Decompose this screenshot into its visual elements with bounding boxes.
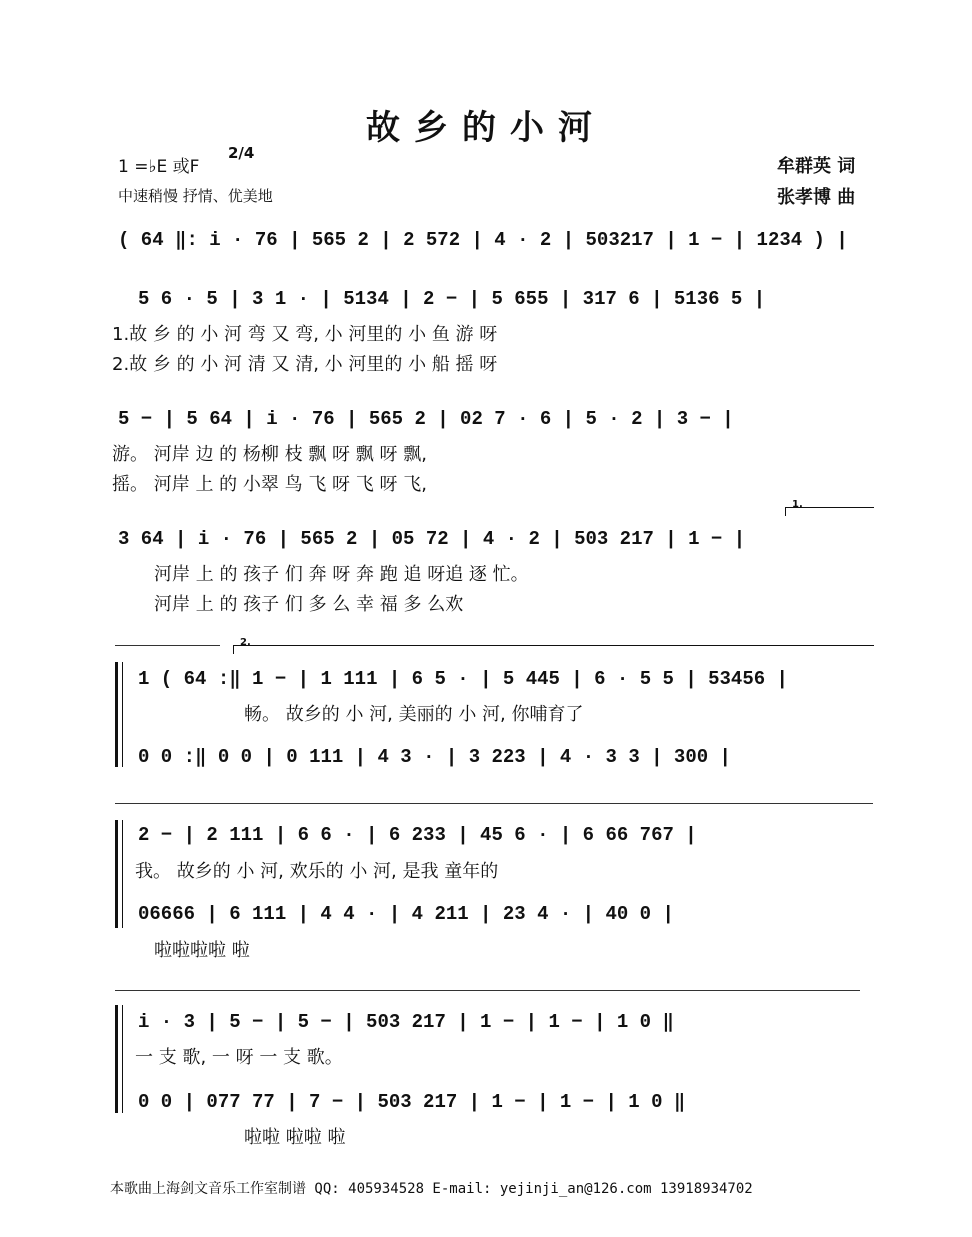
- chorus-upper-lyric-1: 畅。 故乡的 小 河, 美丽的 小 河, 你哺育了: [244, 704, 584, 725]
- tempo-marking: 中速稍慢 抒情、优美地: [118, 187, 273, 205]
- volta-two: 2.: [233, 645, 874, 654]
- volta-one: 1.: [785, 507, 874, 516]
- verse-lyric-4: 摇。 河岸 上 的 小翠 鸟 飞 呀 飞 呀 飞,: [112, 474, 427, 495]
- time-signature: 2/4: [228, 144, 255, 162]
- intro-notation: ( 64 ‖: i · 76 | 565 2 | 2 572 | 4 · 2 | 503217 | 1 − | 1234 ) |: [118, 229, 848, 251]
- lyricist-credit: 牟群英 词: [777, 156, 856, 177]
- chorus-upper-notation-2: 2 − | 2 111 | 6 6 · | 6 233 | 45 6 · | 6 66 767 |: [138, 824, 697, 846]
- staff-divider: [115, 645, 220, 646]
- chorus-lower-notation-1: 0 0 :‖ 0 0 | 0 111 | 4 3 · | 3 223 | 4 · 3 3 | 300 |: [138, 746, 731, 768]
- footer-credits: 本歌曲上海剑文音乐工作室制谱 QQ: 405934528 E-mail: yejinji_an@126.com 13918934702: [110, 1181, 753, 1197]
- song-title: 故乡的小河: [366, 108, 606, 148]
- system-bracket: [115, 1005, 118, 1113]
- chorus-upper-lyric-2: 我。 故乡的 小 河, 欢乐的 小 河, 是我 童年的: [135, 861, 499, 882]
- system-bracket: [115, 662, 118, 767]
- verse-lyric-3: 游。 河岸 边 的 杨柳 枝 飘 呀 飘 呀 飘,: [112, 444, 427, 465]
- verse-lyric-1: 1.故 乡 的 小 河 弯 又 弯, 小 河里的 小 鱼 游 呀: [112, 324, 498, 345]
- chorus-lower-notation-3: 0 0 | 077 77 | 7 − | 503 217 | 1 − | 1 − | 1 0 ‖: [138, 1091, 686, 1113]
- composer-credit: 张孝博 曲: [777, 187, 856, 208]
- chorus-upper-notation-1: 1 ( 64 :‖ 1 − | 1 111 | 6 5 · | 5 445 | 6 · 5 5 | 53456 |: [138, 668, 788, 690]
- system-bracket-line: [122, 662, 123, 767]
- system-bracket-line: [122, 820, 123, 928]
- verse-notation-3: 3 64 | i · 76 | 565 2 | 05 72 | 4 · 2 | 503 217 | 1 − |: [118, 528, 746, 550]
- chorus-upper-lyric-3: 一 支 歌, 一 呀 一 支 歌。: [135, 1047, 343, 1068]
- verse-lyric-2: 2.故 乡 的 小 河 清 又 清, 小 河里的 小 船 摇 呀: [112, 354, 498, 375]
- verse-lyric-6: 河岸 上 的 孩子 们 多 么 幸 福 多 么欢: [154, 594, 464, 615]
- staff-divider: [115, 803, 873, 804]
- system-bracket-line: [122, 1005, 123, 1113]
- key-signature: 1 =♭E 或F: [118, 157, 200, 177]
- chorus-upper-notation-3: i · 3 | 5 − | 5 − | 503 217 | 1 − | 1 − | 1 0 ‖: [138, 1011, 674, 1033]
- staff-divider: [115, 990, 860, 991]
- verse-lyric-5: 河岸 上 的 孩子 们 奔 呀 奔 跑 追 呀追 逐 忙。: [154, 564, 529, 585]
- verse-notation-1: 5 6 · 5 | 3 1 · | 5134 | 2 − | 5 655 | 317 6 | 5136 5 |: [138, 288, 766, 310]
- system-bracket: [115, 820, 118, 928]
- verse-notation-2: 5 − | 5 64 | i · 76 | 565 2 | 02 7 · 6 | 5 · 2 | 3 − |: [118, 408, 734, 430]
- chorus-lower-notation-2: 06666 | 6 111 | 4 4 · | 4 211 | 23 4 · | 40 0 |: [138, 903, 674, 925]
- chorus-lower-lyric-2: 啦啦啦啦 啦: [154, 940, 250, 961]
- chorus-lower-lyric-3: 啦啦 啦啦 啦: [244, 1127, 346, 1148]
